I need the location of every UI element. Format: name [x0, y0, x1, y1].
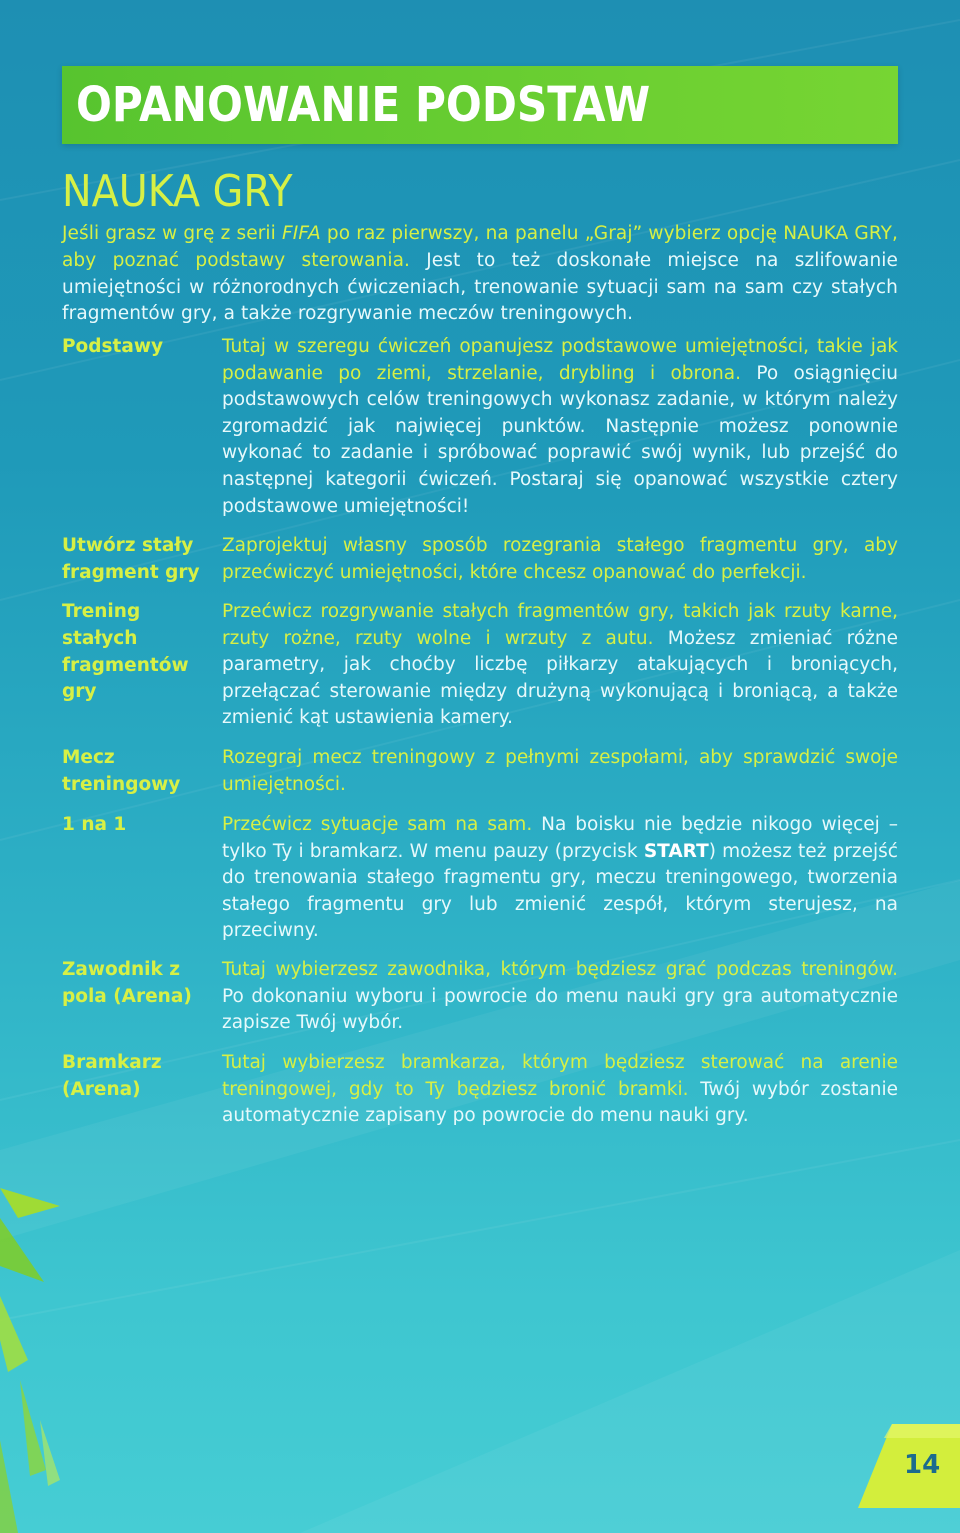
term-utworz-staly-fragment: Utwórz stały fragment gry: [62, 535, 200, 583]
desc-mecz-treningowy: [222, 745, 898, 798]
term-trening-stalych: Trening stałych fragmentów gry: [62, 601, 189, 703]
desc-body: Twój wybór zostanie automatycznie zapisany po powrocie do menu nauki gry.: [222, 1078, 898, 1127]
intro-part3: Jest to też doskonałe miejsce na szlifowanie umiejętności w różnorodnych ćwiczeniach, trenowanie sytuacji sam na sam czy stałych fragmentów gry, a także rozgrywanie meczów treningowych.: [62, 249, 898, 325]
term-mecz-treningowy: Mecz treningowy: [62, 747, 181, 795]
term-bramkarz: Bramkarz (Arena): [62, 1052, 162, 1100]
intro-paragraph: [62, 221, 898, 328]
desc-highlight: Tutaj wybierzesz bramkarza, którym będziesz sterować na arenie treningowej, gdy to Ty będziesz bronić bramki.: [222, 1052, 898, 1100]
desc-bramkarz: [222, 1050, 898, 1130]
term-zawodnik-z-pola: Zawodnik z pola (Arena): [62, 959, 192, 1007]
desc-body: Po dokonaniu wyboru i powrocie do menu nauki gry gra automatycznie zapisze Twój wybór.: [222, 985, 898, 1034]
desc-highlight: Tutaj w szeregu ćwiczeń opanujesz podstawowe umiejętności, takie jak podawanie po ziemi, strzelanie, drybling i obrona.: [222, 336, 898, 384]
title-banner: [62, 66, 898, 144]
banner-title: OPANOWANIE PODSTAW: [76, 77, 651, 133]
intro-part1: Jeśli grasz w grę z serii: [62, 223, 283, 244]
desc-highlight: Zaprojektuj własny sposób rozegrania stałego fragmentu gry, aby przećwiczyć umiejętności, które chcesz opanować do perfekcji.: [222, 535, 898, 583]
start-button-label: START: [643, 840, 709, 862]
intro-part2: po raz pierwszy, na panelu „Graj” wybierz opcję NAUKA GRY, aby poznać podstawy sterowania.: [62, 223, 898, 271]
desc-body: Na boisku nie będzie nikogo więcej – tylko Ty i bramkarz. W menu pauzy (przycisk: [222, 814, 899, 862]
section-title: NAUKA GRY: [62, 166, 293, 217]
desc-highlight: Rozegraj mecz treningowy z pełnymi zespołami, aby sprawdzić swoje umiejętności.: [222, 747, 898, 795]
desc-podstawy: [222, 334, 898, 520]
desc-highlight: Tutaj wybierzesz zawodnika, którym będziesz grać podczas treningów.: [222, 959, 898, 980]
desc-body: Po osiągnięciu podstawowych celów treningowych wykonasz zadanie, w którym należy zgromadzić jak najwięcej punktów. Następnie możesz ponownie wykonać to zadanie i spróbować poprawić swój wynik, lub przejść do następnej kategorii ćwiczeń. Postaraj się opanować wszystkie cztery podstawowe umiejętności!: [222, 362, 898, 517]
term-1-na-1: 1 na 1: [62, 814, 127, 835]
desc-body: Możesz zmieniać różne parametry, jak choćby liczbę piłkarzy atakujących i broniących, przełączać sterowanie między drużyną wykonującą i broniącą, a także zmienić kąt ustawienia kamery.: [222, 627, 898, 729]
intro-fifa: FIFA: [282, 223, 321, 244]
desc-utworz-staly-fragment: [222, 533, 898, 586]
desc-trening-stalych: [222, 599, 898, 732]
desc-zawodnik-z-pola: [222, 957, 898, 1037]
page-number: 14: [904, 1450, 941, 1480]
term-podstawy: Podstawy: [62, 336, 164, 357]
desc-highlight: Przećwicz sytuacje sam na sam.: [222, 814, 533, 835]
page-number-badge: [858, 1424, 960, 1508]
desc-highlight: Przećwicz rozgrywanie stałych fragmentów gry, takich jak rzuty karne, rzuty rożne, rzuty wolne i wrzuty z autu.: [222, 601, 898, 649]
desc-1-na-1: [222, 812, 898, 945]
desc-body-continued: ) możesz też przejść do trenowania stałego fragmentu gry, meczu treningowego, tworzenia stałego fragmentu gry lub zmienić zespół, którym sterujesz, na przeciwny.: [222, 840, 898, 942]
